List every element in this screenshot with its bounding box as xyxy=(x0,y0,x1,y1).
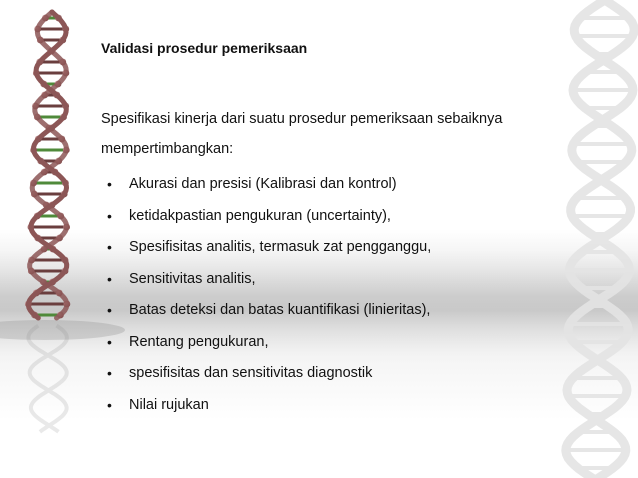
bullet-dot: • xyxy=(107,176,112,192)
slide-title: Validasi prosedur pemeriksaan xyxy=(101,40,308,56)
intro-paragraph: Spesifikasi kinerja dari suatu prosedur pemeriksaan sebaiknya mempertimbangkan: xyxy=(101,111,503,157)
bullet-dot: • xyxy=(107,365,112,381)
bullet-dot: • xyxy=(107,396,112,413)
bullet-text: Spesifisitas analitis, termasuk zat pengganggu, xyxy=(129,239,432,255)
bullet-text: Batas deteksi dan batas kuantifikasi (linieritas), xyxy=(129,302,431,318)
bullet-text: Nilai rujukan xyxy=(129,396,209,413)
bullet-text: Akurasi dan presisi (Kalibrasi dan kontrol) xyxy=(129,176,397,192)
bullet-dot: • xyxy=(107,302,112,318)
bullet-text: ketidakpastian pengukuran (uncertainty), xyxy=(129,207,391,224)
bullet-dot: • xyxy=(107,270,112,287)
ghost-dna-right xyxy=(566,0,634,478)
dna-helix-left xyxy=(25,12,70,318)
bullet-dot: • xyxy=(107,333,112,350)
bullet-dot: • xyxy=(107,239,112,255)
bullet-dot: • xyxy=(107,207,112,224)
bullet-text: Rentang pengukuran, xyxy=(129,333,269,350)
bullet-text: spesifisitas dan sensitivitas diagnostik xyxy=(129,365,373,381)
bullet-text: Sensitivitas analitis, xyxy=(129,270,256,287)
